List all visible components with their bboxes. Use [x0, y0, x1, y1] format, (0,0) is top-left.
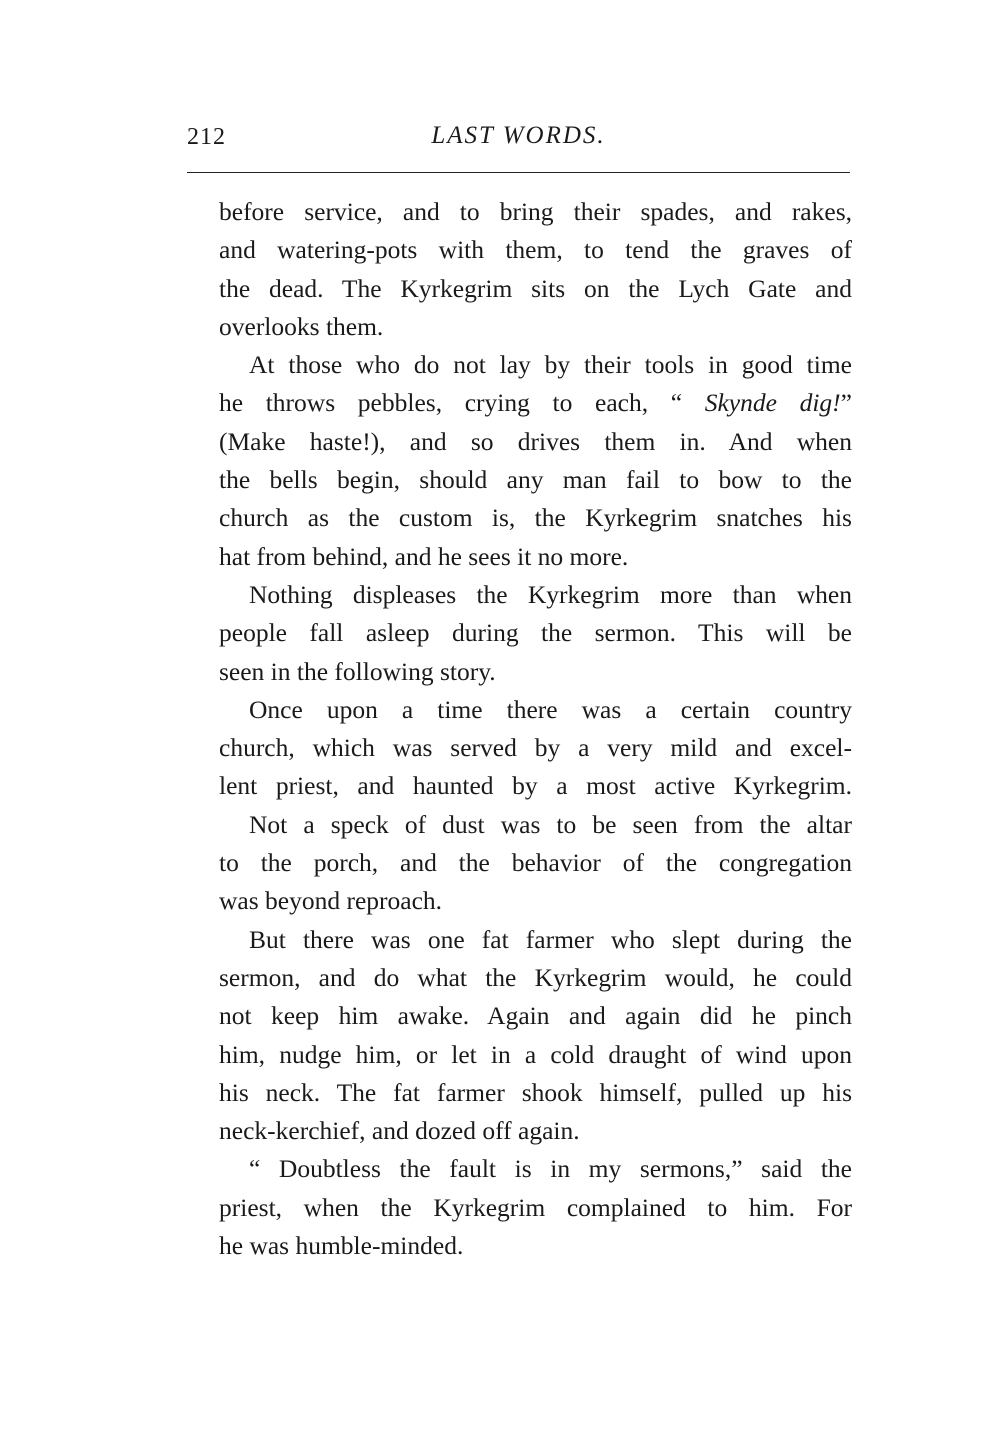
- paragraph-1: [189, 193, 852, 346]
- text-line: he was humble-minded.: [219, 1231, 464, 1261]
- text-line: people fall asleep during the sermon. This will be: [219, 618, 852, 648]
- text-line: But there was one fat farmer who slept during the: [249, 924, 852, 954]
- text-line: (Make haste!), and so drives them in. And when: [219, 426, 852, 456]
- text-line: Nothing displeases the Kyrkegrim more than when: [249, 579, 852, 609]
- text-line: church, which was served by a very mild and excel-: [219, 733, 852, 763]
- text-line: to the porch, and the behavior of the congregation: [219, 848, 852, 878]
- text-line: not keep him awake. Again and again did he pinch: [219, 1001, 852, 1031]
- text-line: Once upon a time there was a certain country: [249, 694, 852, 724]
- text-line: and watering-pots with them, to tend the graves of: [219, 235, 852, 265]
- paragraph-5: [189, 806, 852, 921]
- text-line: priest, when the Kyrkegrim complained to him. For: [219, 1192, 852, 1222]
- text-line: seen in the following story.: [219, 656, 496, 686]
- header-rule: [187, 172, 850, 173]
- text-line: church as the custom is, the Kyrkegrim snatches his: [219, 503, 852, 533]
- paragraph-6: [189, 921, 852, 1151]
- text-line: At those who do not lay by their tools in good time: [249, 350, 852, 380]
- paragraph-2: [189, 346, 852, 576]
- running-head: [187, 118, 850, 158]
- text-line: he throws pebbles, crying to each, “ Skynde dig!”: [219, 388, 852, 418]
- text-line: the bells begin, should any man fail to bow to the: [219, 465, 852, 495]
- text-line: his neck. The fat farmer shook himself, pulled up his: [219, 1077, 852, 1107]
- text-line: overlooks them.: [219, 311, 384, 341]
- text-line: hat from behind, and he sees it no more.: [219, 541, 629, 571]
- paragraph-3: [189, 576, 852, 691]
- text-line: “ Doubtless the fault is in my sermons,” said the: [249, 1154, 852, 1184]
- text-line: the dead. The Kyrkegrim sits on the Lych Gate and: [219, 273, 852, 303]
- italic-phrase: Skynde dig!: [704, 388, 841, 418]
- text-line: sermon, and do what the Kyrkegrim would, he could: [219, 962, 852, 992]
- page-number: 212: [187, 124, 226, 150]
- paragraph-7: [189, 1150, 852, 1265]
- running-title: LAST WORDS.: [431, 122, 606, 149]
- text-line: was beyond reproach.: [219, 886, 443, 916]
- text-line: neck-kerchief, and dozed off again.: [219, 1116, 580, 1146]
- paragraph-4: [189, 691, 852, 806]
- text-line: Not a speck of dust was to be seen from the altar: [249, 809, 852, 839]
- text-line: him, nudge him, or let in a cold draught of wind upon: [219, 1039, 852, 1069]
- text-line: lent priest, and haunted by a most active Kyrkegrim.: [219, 771, 852, 801]
- text-line: before service, and to bring their spades, and rakes,: [219, 197, 852, 226]
- body-text: [189, 193, 852, 1265]
